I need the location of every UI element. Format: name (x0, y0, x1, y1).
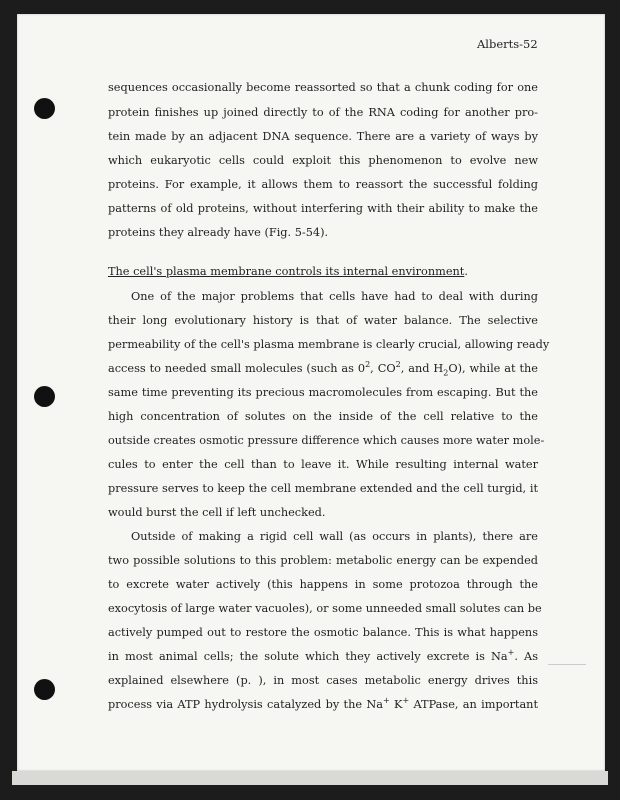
text-segment: ATPase, an important (409, 698, 538, 711)
text-segment: process via ATP hydrolysis catalyzed by the Na (108, 698, 383, 711)
body-line: protein finishes up joined directly to of the RNA coding for another pro- (108, 106, 538, 119)
section-heading-punct: . (464, 265, 468, 278)
page-number: Alberts-52 (477, 37, 538, 51)
superscript: 2 (395, 360, 401, 370)
margin-pencil-mark (548, 664, 586, 665)
body-line: permeability of the cell's plasma membrane is clearly crucial, allowing ready (108, 338, 550, 351)
body-line: actively pumped out to restore the osmotic balance. This is what happens (108, 626, 538, 639)
section-heading-text: The cell's plasma membrane controls its internal environment (108, 265, 465, 278)
body-line-with-ions (108, 698, 538, 712)
body-line: proteins they already have (Fig. 5-54). (108, 226, 329, 239)
body-line: Outside of making a rigid cell wall (as occurs in plants), there are (131, 530, 538, 543)
text-segment: . As (514, 650, 538, 663)
body-line-with-ion (108, 650, 538, 664)
superscript: + (382, 696, 390, 706)
binder-hole-bottom (34, 679, 55, 700)
superscript: 2 (365, 360, 371, 370)
body-line: to excrete water actively (this happens in some protozoa through the (108, 578, 538, 591)
body-line: high concentration of solutes on the inside of the cell relative to the (108, 410, 538, 423)
text-segment: , and H (400, 362, 444, 375)
text-segment: access to needed small molecules (such as 0 (108, 362, 366, 375)
body-line: would burst the cell if left unchecked. (108, 506, 326, 519)
body-line: outside creates osmotic pressure difference which causes more water mole- (108, 434, 545, 447)
body-line: patterns of old proteins, without interfering with their ability to make the (108, 202, 538, 215)
body-line: exocytosis of large water vacuoles), or some unneeded small solutes can be (108, 602, 542, 615)
section-heading (108, 265, 538, 279)
body-line: same time preventing its precious macromolecules from escaping. But the (108, 386, 538, 399)
body-line: explained elsewhere (p. ), in most cases metabolic energy drives this (108, 674, 538, 687)
body-line: two possible solutions to this problem: metabolic energy can be expended (108, 554, 538, 567)
body-line: cules to enter the cell than to leave it. While resulting internal water (108, 458, 538, 471)
body-line: their long evolutionary history is that of water balance. The selective (108, 314, 538, 327)
body-line: proteins. For example, it allows them to reassort the successful folding (108, 178, 538, 191)
superscript: + (402, 696, 410, 706)
body-line: pressure serves to keep the cell membrane extended and the cell turgid, it (108, 482, 538, 495)
page-bottom-edge (12, 771, 608, 785)
binder-hole-middle (34, 386, 55, 407)
body-line: One of the major problems that cells have had to deal with during (131, 290, 538, 303)
body-line: which eukaryotic cells could exploit this phenomenon to evolve new (108, 154, 538, 167)
text-segment: O), while at the (448, 362, 538, 375)
text-segment: K (389, 698, 403, 711)
body-line: sequences occasionally become reassorted so that a chunk coding for one (108, 81, 538, 94)
body-line-with-formulas (108, 362, 538, 376)
superscript: + (507, 648, 515, 658)
binder-hole-top (34, 98, 55, 119)
text-segment: , CO (370, 362, 396, 375)
body-line: tein made by an adjacent DNA sequence. There are a variety of ways by (108, 130, 538, 143)
text-segment: in most animal cells; the solute which they actively excrete is Na (108, 650, 508, 663)
subscript: 2 (443, 368, 449, 378)
